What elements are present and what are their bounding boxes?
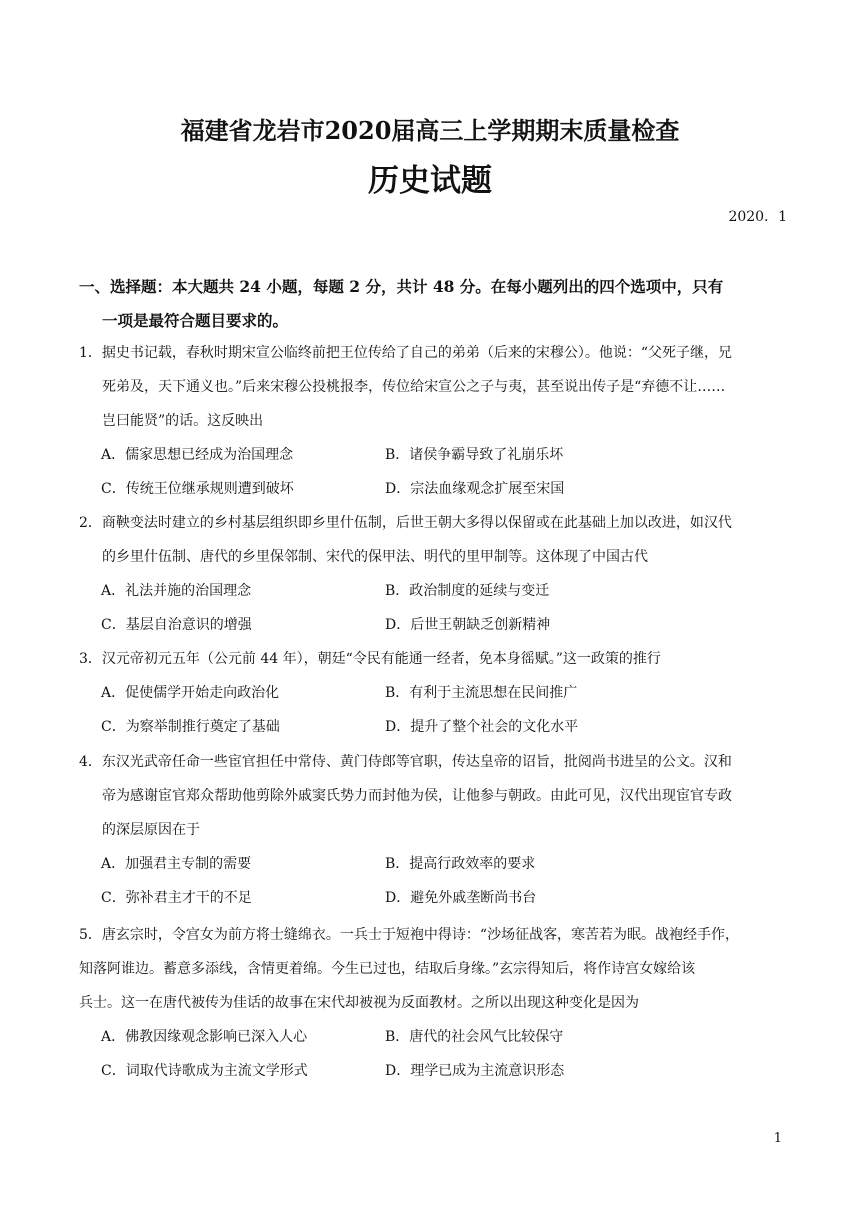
question-3-line-1: 3．汉元帝初元五年（公元前 44 年），朝廷“令民有能通一经者，免本身徭赋。”这一政策的推行 [79, 651, 661, 667]
question-3-options-row-2 [79, 710, 789, 744]
question-3-options-row-1 [79, 676, 789, 710]
question-4-option-c[interactable]: C．弥补君主才干的不足 [101, 890, 252, 906]
question-3 [79, 642, 789, 744]
section-heading [79, 270, 789, 338]
question-2 [79, 506, 789, 642]
question-3-option-b[interactable]: B．有利于主流思想在民间推广 [385, 685, 578, 701]
question-5-line-2: 知落阿谁边。蓄意多添线，含情更着绵。今生已过也，结取后身缘。”玄宗得知后，将作诗宫女嫁给该 [79, 961, 696, 977]
question-1 [79, 336, 789, 506]
question-5-option-c[interactable]: C．词取代诗歌成为主流文学形式 [101, 1063, 308, 1079]
question-1-option-c[interactable]: C．传统王位继承规则遭到破坏 [101, 481, 294, 497]
question-3-option-c[interactable]: C．为察举制推行奠定了基础 [101, 719, 280, 735]
question-4-line-3: 的深层原因在于 [102, 822, 200, 838]
question-4-line-2: 帝为感谢宦官郑众帮助他剪除外戚窦氏势力而封他为侯，让他参与朝政。由此可见，汉代出现宦官专政 [102, 788, 732, 804]
question-5-line-1: 5．唐玄宗时，令宫女为前方将士缝绵衣。一兵士于短袍中得诗：“沙场征战客，寒苦若为眠。战袍经手作， [79, 927, 740, 943]
exam-title: 福建省龙岩市2020届高三上学期期末质量检查 [180, 116, 680, 145]
question-4-line-1: 4．东汉光武帝任命一些宦官担任中常侍、黄门侍郎等官职，传达皇帝的诏旨，批阅尚书进呈的公文。汉和 [79, 754, 732, 770]
question-4 [79, 745, 789, 915]
question-1-option-b[interactable]: B．诸侯争霸导致了礼崩乐坏 [385, 447, 564, 463]
question-5 [79, 918, 789, 1088]
question-2-option-b[interactable]: B．政治制度的延续与变迁 [385, 583, 550, 599]
exam-date: 2020．1 [728, 209, 787, 225]
question-4-options-row-1 [79, 847, 789, 881]
question-1-line-2: 死弟及，天下通义也。”后来宋穆公投桃报李，传位给宋宣公之子与夷，甚至说出传子是“弃德不让…… [102, 379, 726, 395]
section-heading-line2: 一项是最符合题目要求的。 [102, 311, 289, 330]
question-2-line-2: 的乡里什伍制、唐代的乡里保邻制、宋代的保甲法、明代的里甲制等。这体现了中国古代 [102, 549, 648, 565]
exam-subtitle: 历史试题 [368, 163, 492, 199]
question-3-option-d[interactable]: D．提升了整个社会的文化水平 [385, 719, 579, 735]
question-4-option-a[interactable]: A．加强君主专制的需要 [101, 856, 252, 872]
question-4-option-d[interactable]: D．避免外戚垄断尚书台 [385, 890, 537, 906]
question-1-option-d[interactable]: D．宗法血缘观念扩展至宋国 [385, 481, 565, 497]
section-heading-line1: 一、选择题：本大题共 24 小题，每题 2 分，共计 48 分。在每小题列出的四个选项中，只有 [79, 277, 724, 296]
question-2-option-a[interactable]: A．礼法并施的治国理念 [101, 583, 252, 599]
question-1-line-3: 岂曰能贤”的话。这反映出 [102, 413, 264, 429]
question-2-option-c[interactable]: C．基层自治意识的增强 [101, 617, 252, 633]
question-5-option-d[interactable]: D．理学已成为主流意识形态 [385, 1063, 565, 1079]
question-5-options-row-2 [79, 1054, 789, 1088]
question-4-options-row-2 [79, 881, 789, 915]
question-1-options-row-1 [79, 438, 789, 472]
question-2-options-row-2 [79, 608, 789, 642]
question-2-option-d[interactable]: D．后世王朝缺乏创新精神 [385, 617, 551, 633]
question-3-option-a[interactable]: A．促使儒学开始走向政治化 [101, 685, 280, 701]
question-2-line-1: 2．商鞅变法时建立的乡村基层组织即乡里什伍制，后世王朝大多得以保留或在此基础上加以改进，如汉代 [79, 515, 732, 531]
page-number: 1 [773, 1131, 782, 1146]
question-1-line-1: 1．据史书记载，春秋时期宋宣公临终前把王位传给了自己的弟弟（后来的宋穆公）。他说：“父死子继，兄 [79, 345, 733, 361]
question-5-options-row-1 [79, 1020, 789, 1054]
question-4-option-b[interactable]: B．提高行政效率的要求 [385, 856, 536, 872]
question-1-option-a[interactable]: A．儒家思想已经成为治国理念 [101, 447, 294, 463]
question-5-line-3: 兵士。这一在唐代被传为佳话的故事在宋代却被视为反面教材。之所以出现这种变化是因为 [79, 995, 639, 1011]
question-5-option-b[interactable]: B．唐代的社会风气比较保守 [385, 1029, 564, 1045]
question-1-options-row-2 [79, 472, 789, 506]
question-2-options-row-1 [79, 574, 789, 608]
question-5-option-a[interactable]: A．佛教因缘观念影响已深入人心 [101, 1029, 308, 1045]
